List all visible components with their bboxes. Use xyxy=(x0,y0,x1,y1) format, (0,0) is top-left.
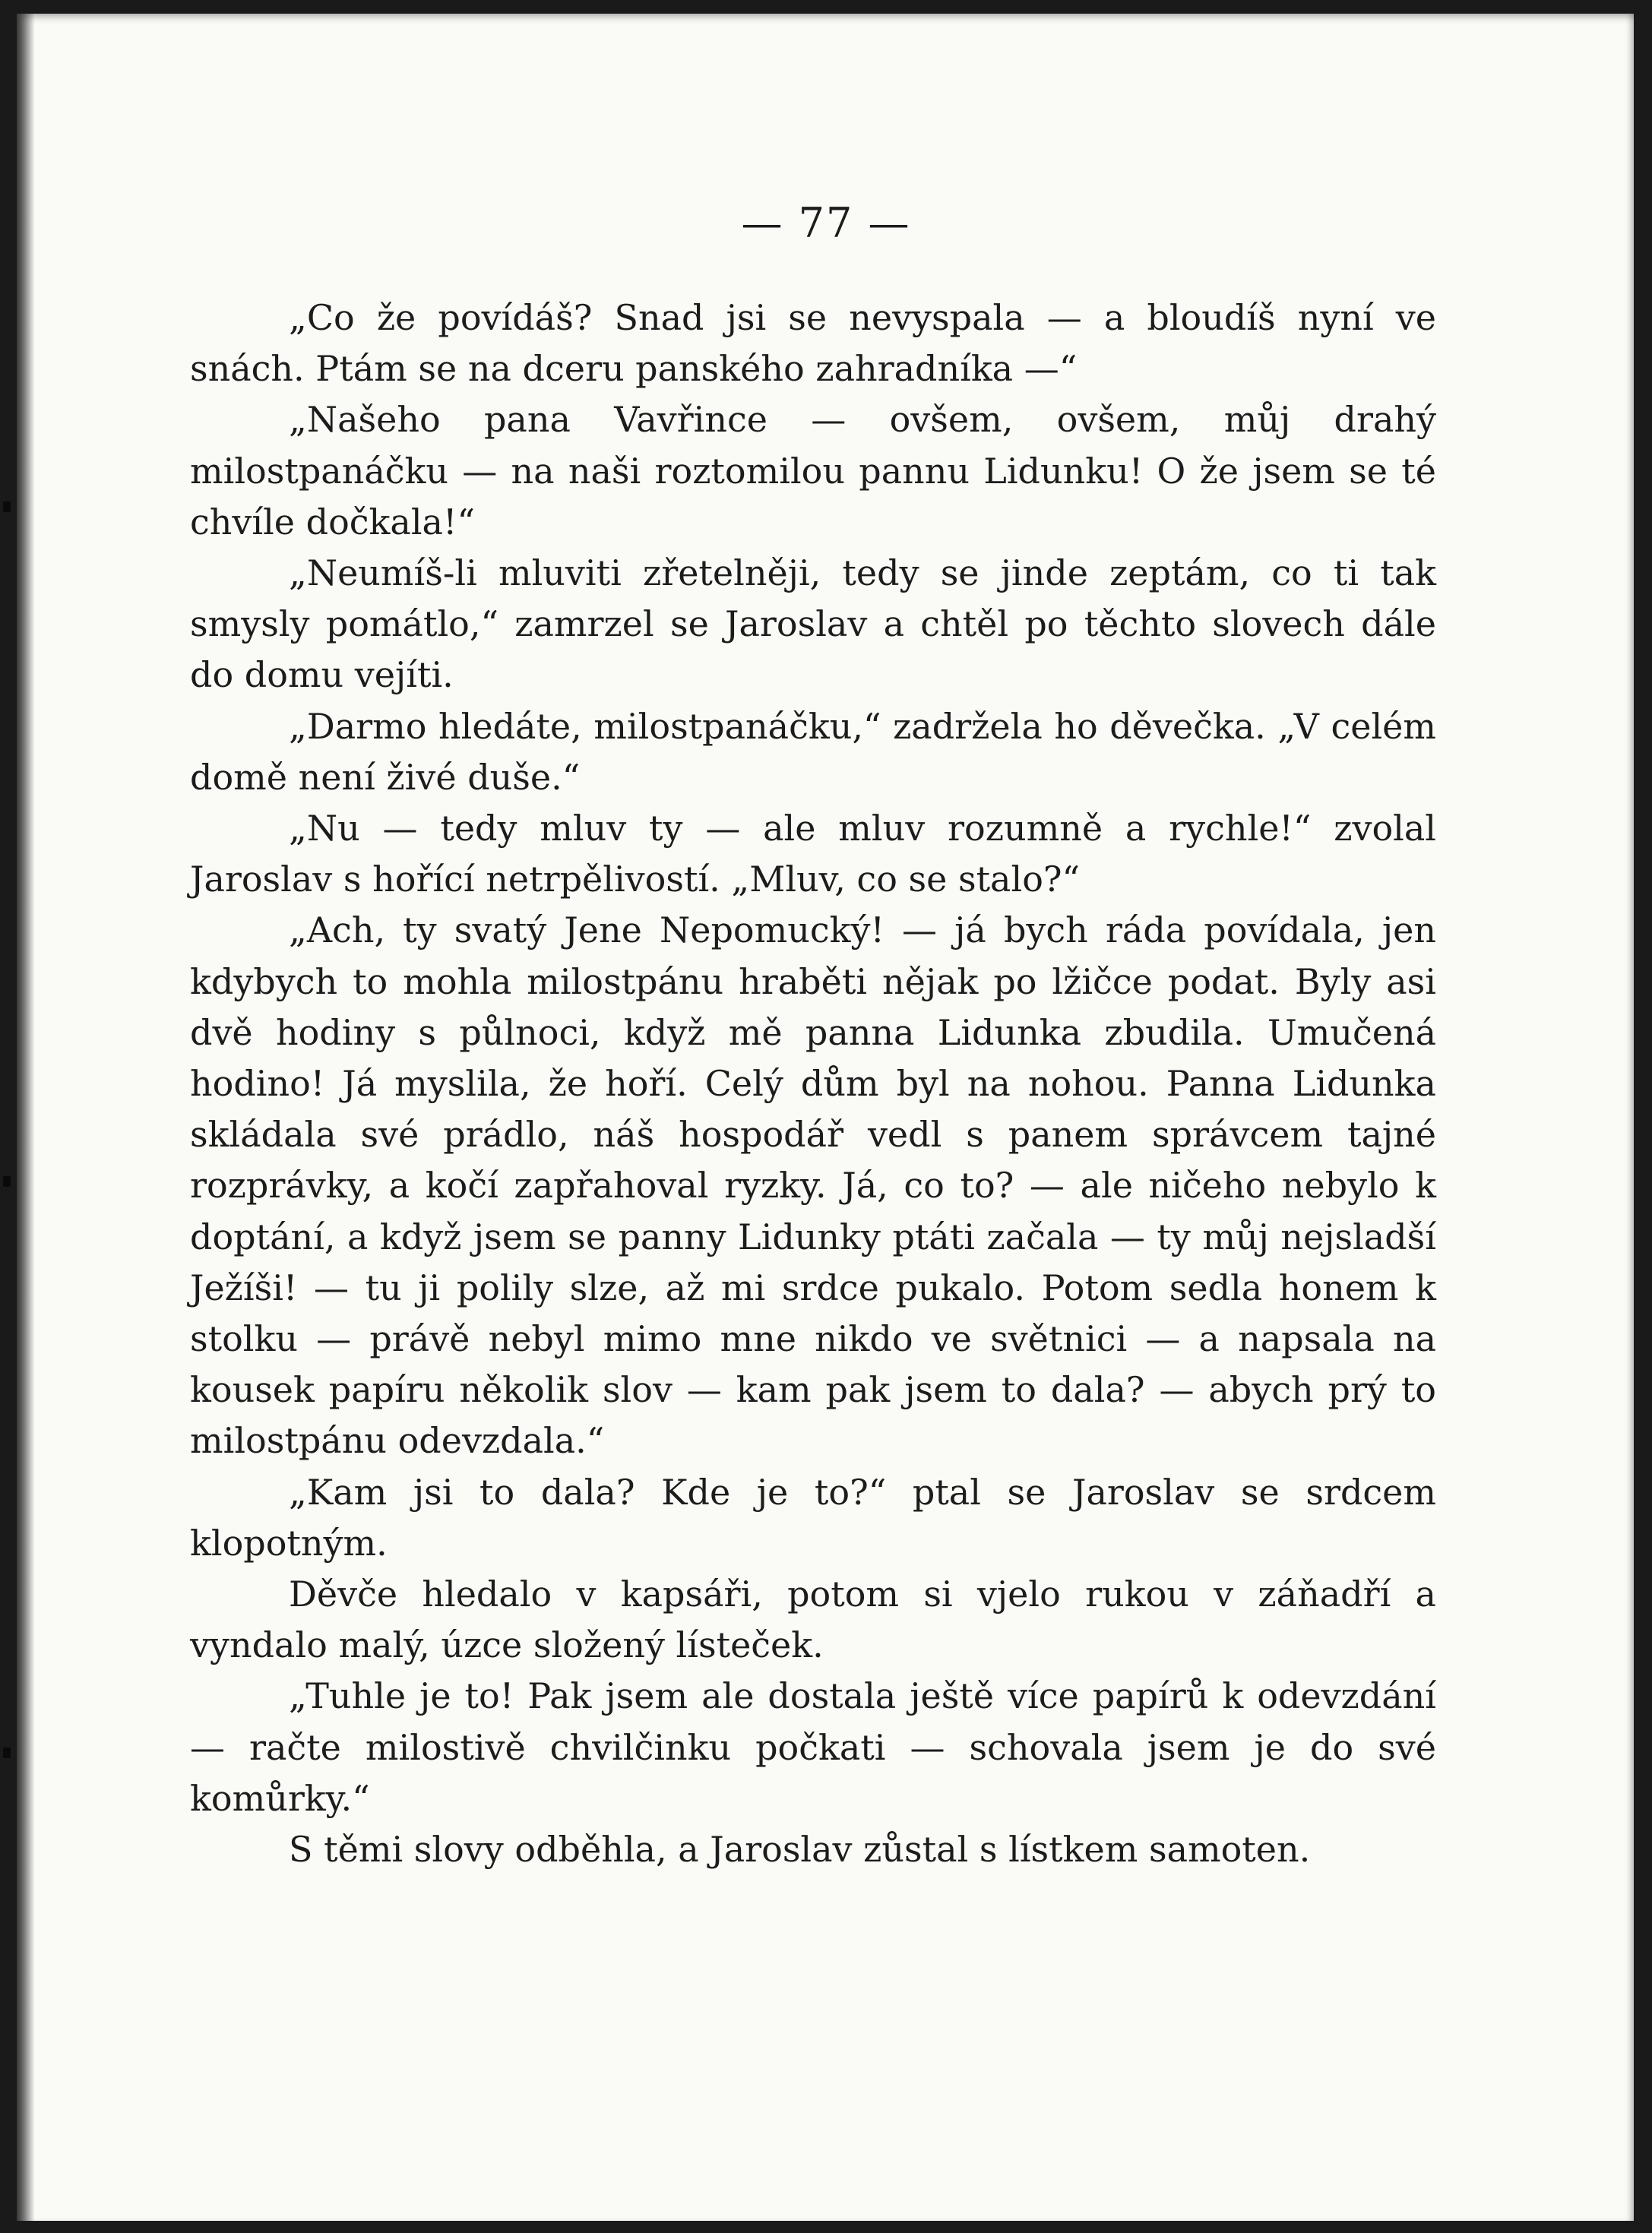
body-text xyxy=(190,293,1436,1875)
paragraph: S těmi slovy odběhla, a Jaroslav zůstal s lístkem samoten. xyxy=(289,1829,1311,1871)
paragraph: „Ach, ty svatý Jene Nepomucký! — já bych ráda povídala, jen kdybych to mohla milostpánu hraběti nějak po lžičce podat. Byly asi dvě hodiny s půlnoci, když mě panna Lidunka zbudila. Umučená hodino! Já myslila, že hoří. Celý dům byl na nohou. Panna Lidunka skládala své prádlo, náš hospodář vedl s panem správcem tajné rozprávky, a kočí zapřahoval ryzky. Já, co to? — ale ničeho nebylo k doptání, a když jsem se panny Lidunky ptáti začala — ty můj nejsladší Ježíši! — tu ji polily slze, až mi srdce pukalo. Potom sedla honem k stolku — právě nebyl mimo mne nikdo ve světnici — a napsala na kousek papíru několik slov — kam pak jsem to dala? — abych prý to milostpánu odevzdala.“ xyxy=(190,909,1436,1462)
binding-mark xyxy=(3,1747,11,1758)
page-number: — 77 — xyxy=(741,199,911,247)
paragraph: „Tuhle je to! Pak jsem ale dostala ještě více papírů k odevzdání — račte milostivě chvilčinku počkati — schovala jsem je do své komůrky.“ xyxy=(190,1675,1436,1819)
paragraph: „Kam jsi to dala? Kde je to?“ ptal se Jaroslav se srdcem klopotným. xyxy=(190,1471,1436,1564)
paragraph: „Neumíš-li mluviti zřetelněji, tedy se jinde zeptám, co ti tak smysly pomátlo,“ zamrzel se Jaroslav a chtěl po těchto slovech dále do domu vejíti. xyxy=(190,552,1436,696)
paragraph: „Darmo hledáte, milostpanáčku,“ zadržela ho děvečka. „V celém domě není živé duše.“ xyxy=(190,705,1436,798)
paragraph: Děvče hledalo v kapsáři, potom si vjelo rukou v záňadří a vyndalo malý, úzce složený lísteček. xyxy=(190,1574,1436,1666)
paragraph: „Co že povídáš? Snad jsi se nevyspala — a bloudíš nyní ve snách. Ptám se na dceru panského zahradníka —“ xyxy=(190,297,1436,390)
binding-mark xyxy=(3,501,11,512)
page-spine-shadow xyxy=(17,14,35,2221)
binding-mark xyxy=(3,1176,11,1187)
paragraph: „Nu — tedy mluv ty — ale mluv rozumně a rychle!“ zvolal Jaroslav s hořící netrpělivostí. „Mluv, co se stalo?“ xyxy=(190,808,1436,900)
paragraph: „Našeho pana Vavřince — ovšem, ovšem, můj drahý milostpanáčku — na naši roztomilou pannu Lidunku! O že jsem se té chvíle dočkala!“ xyxy=(190,399,1436,542)
